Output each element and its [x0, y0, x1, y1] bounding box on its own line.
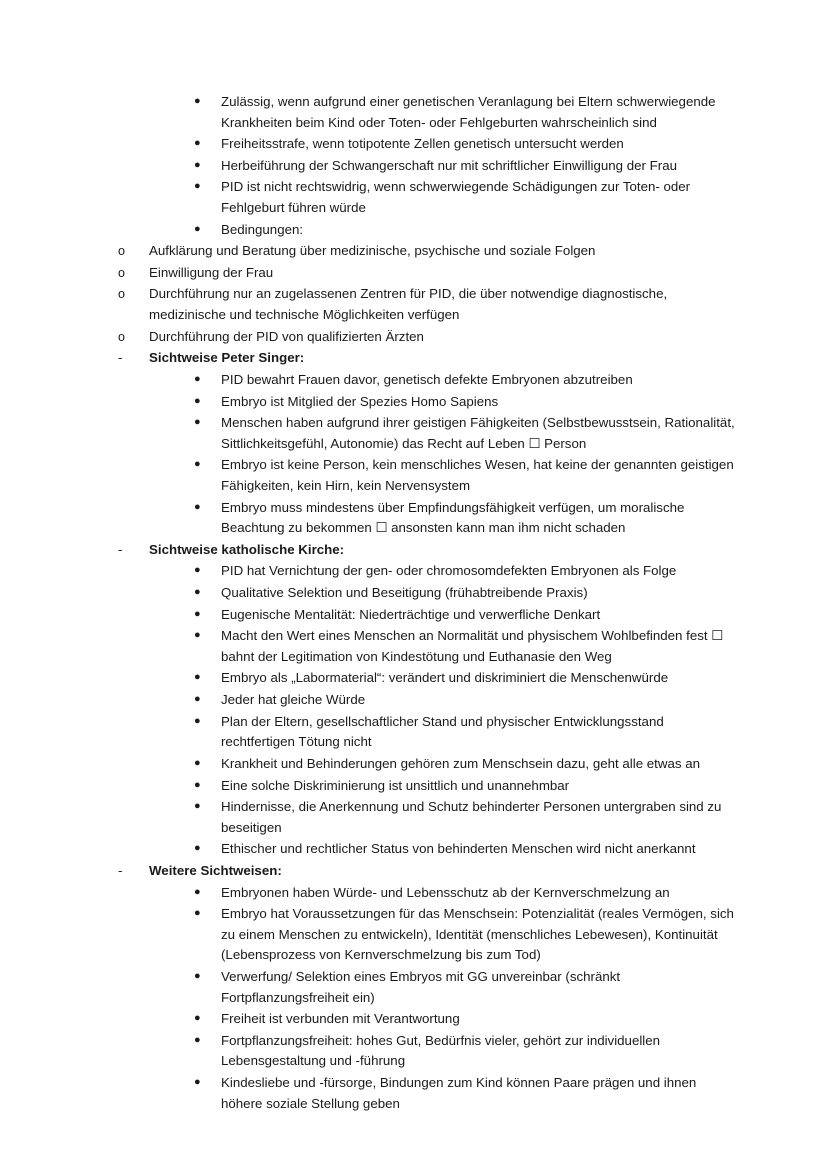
outline-item: [118, 241, 742, 262]
list-marker-icon: ●: [194, 500, 201, 513]
list-marker-icon: ●: [194, 778, 201, 791]
outline-item-text: Embryo hat Voraussetzungen für das Menschsein: Potenzialität (reales Vermögen, sich zu einem Menschen zu entwickeln), Identität (menschliches Lebewesen), Kontinuität (Lebensprozess von Kernverschmelzung bis zum Tod): [221, 906, 734, 963]
list-marker-icon: ●: [194, 907, 201, 920]
list-marker-icon: ●: [194, 394, 201, 407]
outline-item-text: Bedingungen:: [221, 221, 304, 237]
list-marker-icon: o: [118, 265, 126, 280]
outline-item: [118, 284, 742, 325]
outline-item: [194, 177, 742, 218]
list-marker-icon: ●: [194, 222, 201, 235]
list-marker-icon: ●: [194, 629, 201, 642]
outline-item-text: Plan der Eltern, gesellschaftlicher Stand und physischer Entwicklungsstand rechtfertigen Tötung nicht: [221, 713, 664, 750]
outline-item-text: Durchführung der PID von qualifizierten Ärzten: [149, 328, 424, 344]
outline-item-text: Hindernisse, die Anerkennung und Schutz behinderter Personen untergraben sind zu beseitigen: [221, 799, 722, 835]
outline-item: [194, 1031, 742, 1072]
outline-item: [194, 413, 742, 454]
outline-item-text: Verwerfung/ Selektion eines Embryos mit GG unvereinbar (schränkt Fortpflanzungsfreiheit ein): [221, 968, 621, 1005]
list-marker-icon: ●: [194, 885, 201, 898]
outline-item: [194, 370, 742, 391]
outline-item-text: Qualitative Selektion und Beseitigung (frühabtreibende Praxis): [221, 585, 588, 601]
outline-item-text: Sichtweise katholische Kirche:: [149, 541, 345, 557]
outline-item-text: PID ist nicht rechtswidrig, wenn schwerwiegende Schädigungen zur Toten- oder Fehlgeburt führen würde: [221, 179, 691, 216]
outline-item-text: Embryo als „Labormaterial“: verändert und diskriminiert die Menschenwürde: [221, 670, 669, 686]
outline-item-text: Macht den Wert eines Menschen an Normalität und physischem Wohlbefinden fest ☐ bahnt der Legitimation von Kindestötung und Euthanasie den Weg: [221, 628, 724, 664]
outline-item-text: Freiheit ist verbunden mit Verantwortung: [221, 1011, 460, 1027]
list-marker-icon: ●: [194, 842, 201, 855]
list-marker-icon: ●: [194, 1033, 201, 1046]
list-marker-icon: ●: [194, 564, 201, 577]
list-marker-icon: ●: [194, 158, 201, 171]
outline-item-text: Kindesliebe und -fürsorge, Bindungen zum Kind können Paare prägen und ihnen höhere soziale Stellung geben: [221, 1075, 697, 1111]
outline-item: [194, 498, 742, 539]
outline-item: [194, 690, 742, 711]
list-marker-icon: o: [118, 244, 126, 259]
list-marker-icon: ●: [194, 1076, 201, 1089]
outline-item: [194, 583, 742, 604]
list-marker-icon: ●: [194, 671, 201, 684]
outline-item: [194, 134, 742, 155]
outline-item-text: Embryo ist keine Person, kein menschliches Wesen, hat keine der genannten geistigen Fähigkeiten, kein Hirn, kein Nervensystem: [221, 457, 734, 493]
outline-item: [194, 626, 742, 667]
list-marker-icon: -: [118, 541, 123, 557]
outline-item: [118, 861, 742, 882]
outline-item: [194, 668, 742, 689]
outline-item: [194, 839, 742, 860]
list-marker-icon: o: [118, 329, 126, 344]
outline-item-text: Weitere Sichtweisen:: [149, 862, 282, 878]
list-marker-icon: ●: [194, 180, 201, 193]
outline-item: [118, 348, 742, 369]
outline-item-text: Aufklärung und Beratung über medizinische, psychische und soziale Folgen: [149, 243, 596, 259]
outline-item-text: Jeder hat gleiche Würde: [221, 692, 366, 708]
list-marker-icon: -: [118, 350, 123, 366]
outline-item-text: Eine solche Diskriminierung ist unsittlich und unannehmbar: [221, 777, 570, 793]
list-marker-icon: ●: [194, 969, 201, 982]
outline-item: [194, 883, 742, 904]
outline-item: [194, 455, 742, 496]
outline-item-text: Fortpflanzungsfreiheit: hohes Gut, Bedürfnis vieler, gehört zur individuellen Lebensgestaltung und -führung: [221, 1032, 661, 1069]
outline-item: [194, 92, 742, 133]
list-marker-icon: ●: [194, 372, 201, 385]
list-marker-icon: ●: [194, 693, 201, 706]
document-body: [86, 92, 742, 1114]
outline-item-text: PID bewahrt Frauen davor, genetisch defekte Embryonen abzutreiben: [221, 371, 633, 387]
outline-item: [118, 327, 742, 348]
outline-item-text: Eugenische Mentalität: Niederträchtige und verwerfliche Denkart: [221, 606, 601, 622]
outline-item: [118, 540, 742, 561]
list-marker-icon: ●: [194, 714, 201, 727]
outline-item: [194, 392, 742, 413]
outline-item: [194, 712, 742, 753]
outline-item: [194, 1073, 742, 1114]
list-marker-icon: ●: [194, 137, 201, 150]
outline-item-text: Krankheit und Behinderungen gehören zum Menschsein dazu, geht alle etwas an: [221, 755, 701, 771]
outline-item-text: Durchführung nur an zugelassenen Zentren für PID, die über notwendige diagnostische, medizinische und technische Möglichkeiten verfügen: [149, 286, 668, 323]
outline-item: [194, 605, 742, 626]
list-marker-icon: ●: [194, 416, 201, 429]
outline-item-text: Embryo muss mindestens über Empfindungsfähigkeit verfügen, um moralische Beachtung zu bekommen ☐ ansonsten kann man ihm nicht schaden: [221, 499, 685, 536]
list-marker-icon: ●: [194, 800, 201, 813]
outline-item-text: Einwilligung der Frau: [149, 264, 274, 280]
outline-item-text: PID hat Vernichtung der gen- oder chromosomdefekten Embryonen als Folge: [221, 563, 677, 579]
outline-item-text: Herbeiführung der Schwangerschaft nur mit schriftlicher Einwilligung der Frau: [221, 157, 677, 173]
list-marker-icon: ●: [194, 95, 201, 107]
list-marker-icon: ●: [194, 1012, 201, 1025]
list-marker-icon: o: [118, 287, 126, 302]
list-marker-icon: ●: [194, 756, 201, 769]
outline-item-text: Zulässig, wenn aufgrund einer genetischen Veranlagung bei Eltern schwerwiegende Krankheiten beim Kind oder Toten- oder Fehlgeburten wahrscheinlich sind: [221, 94, 716, 130]
outline-item-text: Ethischer und rechtlicher Status von behinderten Menschen wird nicht anerkannt: [221, 841, 696, 857]
list-marker-icon: ●: [194, 607, 201, 620]
list-marker-icon: ●: [194, 586, 201, 599]
outline-item: [194, 561, 742, 582]
outline-item-text: Embryo ist Mitglied der Spezies Homo Sapiens: [221, 393, 499, 409]
outline-item-text: Menschen haben aufgrund ihrer geistigen Fähigkeiten (Selbstbewusstsein, Rationalität, Sittlichkeitsgefühl, Autonomie) das Recht auf Leben ☐ Person: [221, 415, 735, 451]
outline-item-text: Embryonen haben Würde- und Lebensschutz ab der Kernverschmelzung an: [221, 884, 670, 900]
outline-item: [194, 776, 742, 797]
outline-item: [194, 797, 742, 838]
outline-item: [194, 156, 742, 177]
outline-item-text: Freiheitsstrafe, wenn totipotente Zellen genetisch untersucht werden: [221, 136, 624, 152]
outline-item: [194, 904, 742, 966]
outline-item: [194, 967, 742, 1008]
outline-item-text: Sichtweise Peter Singer:: [149, 350, 305, 366]
outline-item: [194, 754, 742, 775]
outline-item: [194, 1009, 742, 1030]
list-marker-icon: -: [118, 862, 123, 878]
list-marker-icon: ●: [194, 458, 201, 471]
outline-item: [118, 263, 742, 284]
outline-item: [194, 220, 742, 241]
